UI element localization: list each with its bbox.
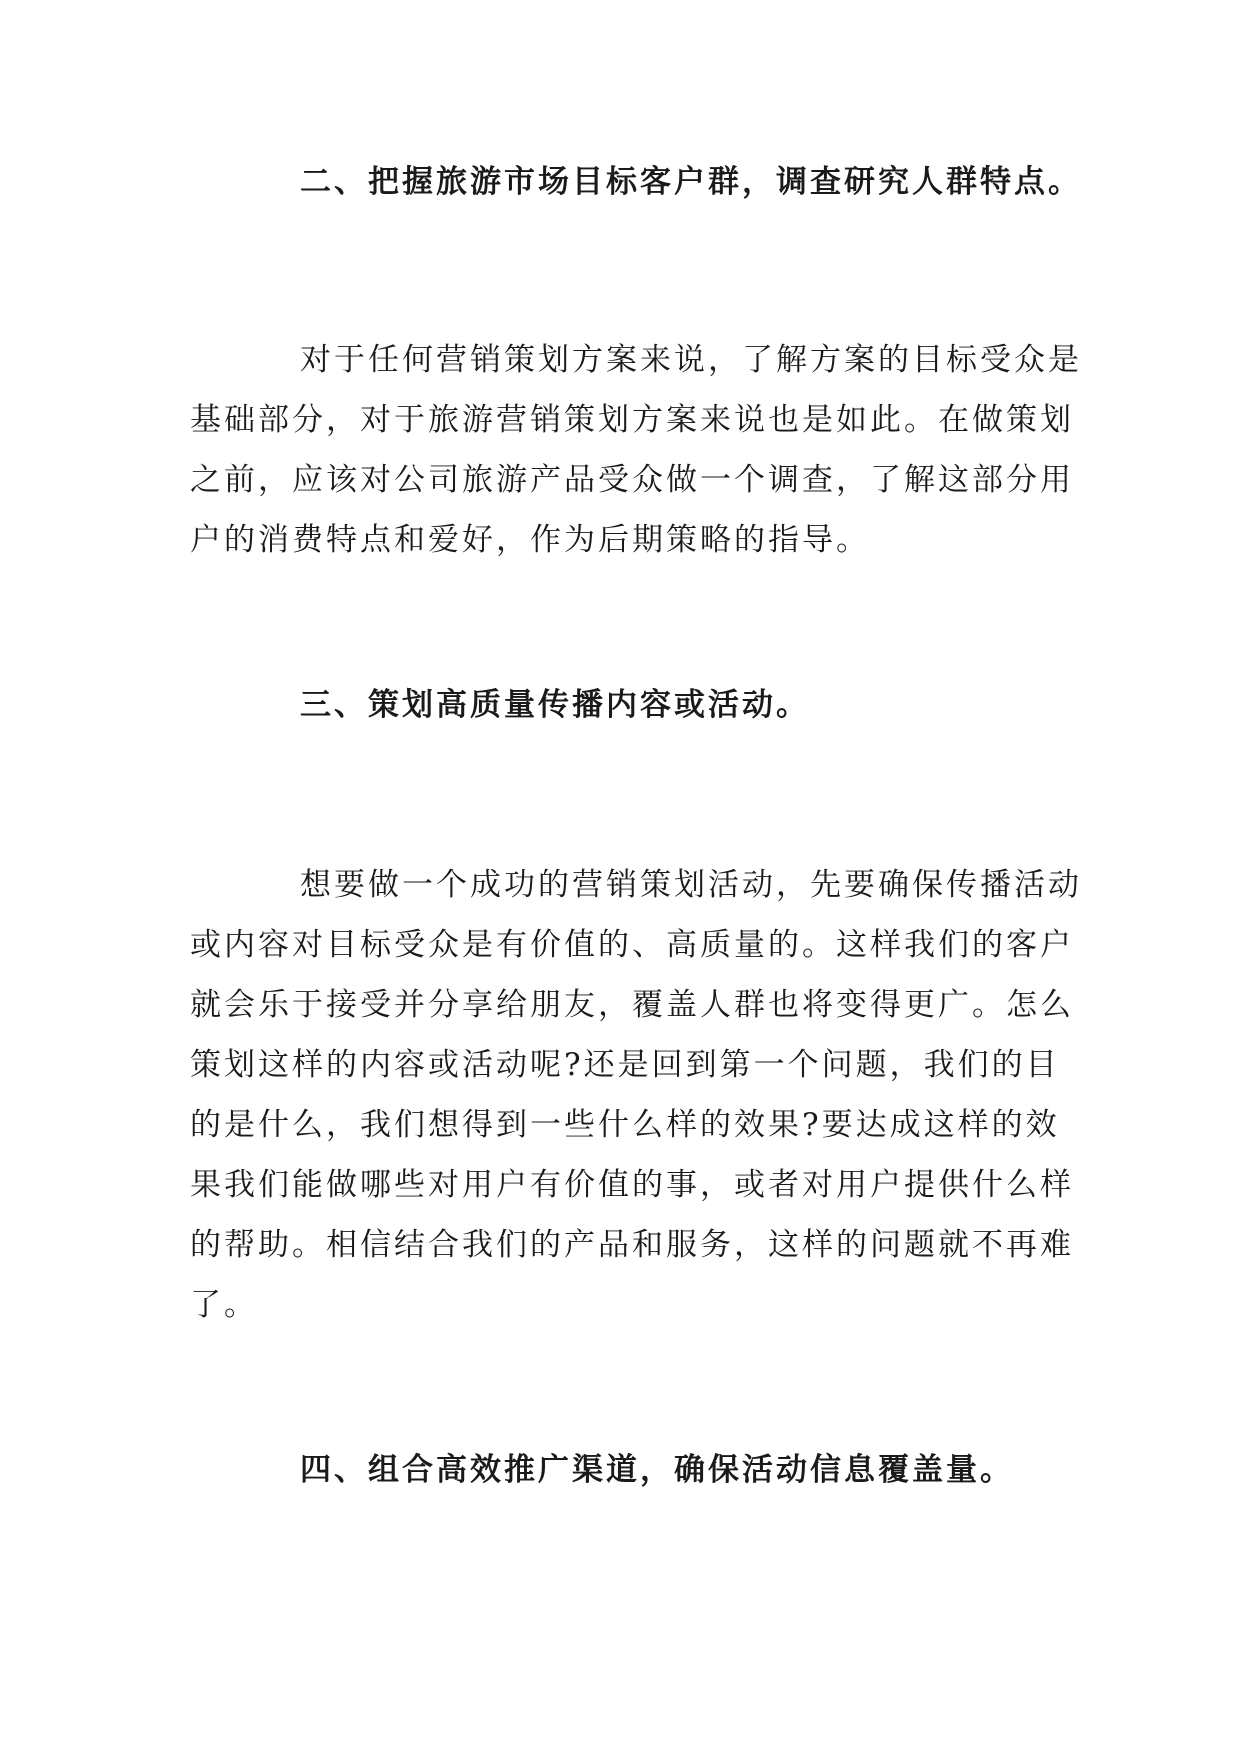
body-paragraph xyxy=(190,330,1082,570)
paragraph-line: 或内容对目标受众是有价值的、高质量的。这样我们的客户 xyxy=(190,927,1074,963)
paragraph-line: 的帮助。相信结合我们的产品和服务，这样的问题就不再难 xyxy=(190,1227,1074,1263)
heading-text: 三、策划高质量传播内容或活动。 xyxy=(300,687,810,723)
heading-text: 二、把握旅游市场目标客户群，调查研究人群特点。 xyxy=(300,164,1082,200)
paragraph-line: 了。 xyxy=(190,1287,258,1323)
paragraph-line: 策划这样的内容或活动呢?还是回到第一个问题，我们的目 xyxy=(190,1047,1060,1083)
paragraph-line: 之前，应该对公司旅游产品受众做一个调查，了解这部分用 xyxy=(190,462,1074,498)
paragraph-line: 对于任何营销策划方案来说，了解方案的目标受众是 xyxy=(300,342,1082,378)
section-heading xyxy=(190,675,1070,735)
paragraph-line: 想要做一个成功的营销策划活动，先要确保传播活动 xyxy=(300,867,1082,903)
paragraph-line: 户的消费特点和爱好，作为后期策略的指导。 xyxy=(190,522,870,558)
heading-text: 四、组合高效推广渠道，确保活动信息覆盖量。 xyxy=(300,1452,1014,1488)
paragraph-line: 基础部分，对于旅游营销策划方案来说也是如此。在做策划 xyxy=(190,402,1074,438)
section-heading xyxy=(190,1440,1070,1500)
paragraph-line: 的是什么，我们想得到一些什么样的效果?要达成这样的效 xyxy=(190,1107,1060,1143)
paragraph-line: 果我们能做哪些对用户有价值的事，或者对用户提供什么样 xyxy=(190,1167,1074,1203)
body-paragraph xyxy=(190,855,1082,1335)
paragraph-line: 就会乐于接受并分享给朋友，覆盖人群也将变得更广。怎么 xyxy=(190,987,1074,1023)
section-heading xyxy=(190,152,1082,212)
